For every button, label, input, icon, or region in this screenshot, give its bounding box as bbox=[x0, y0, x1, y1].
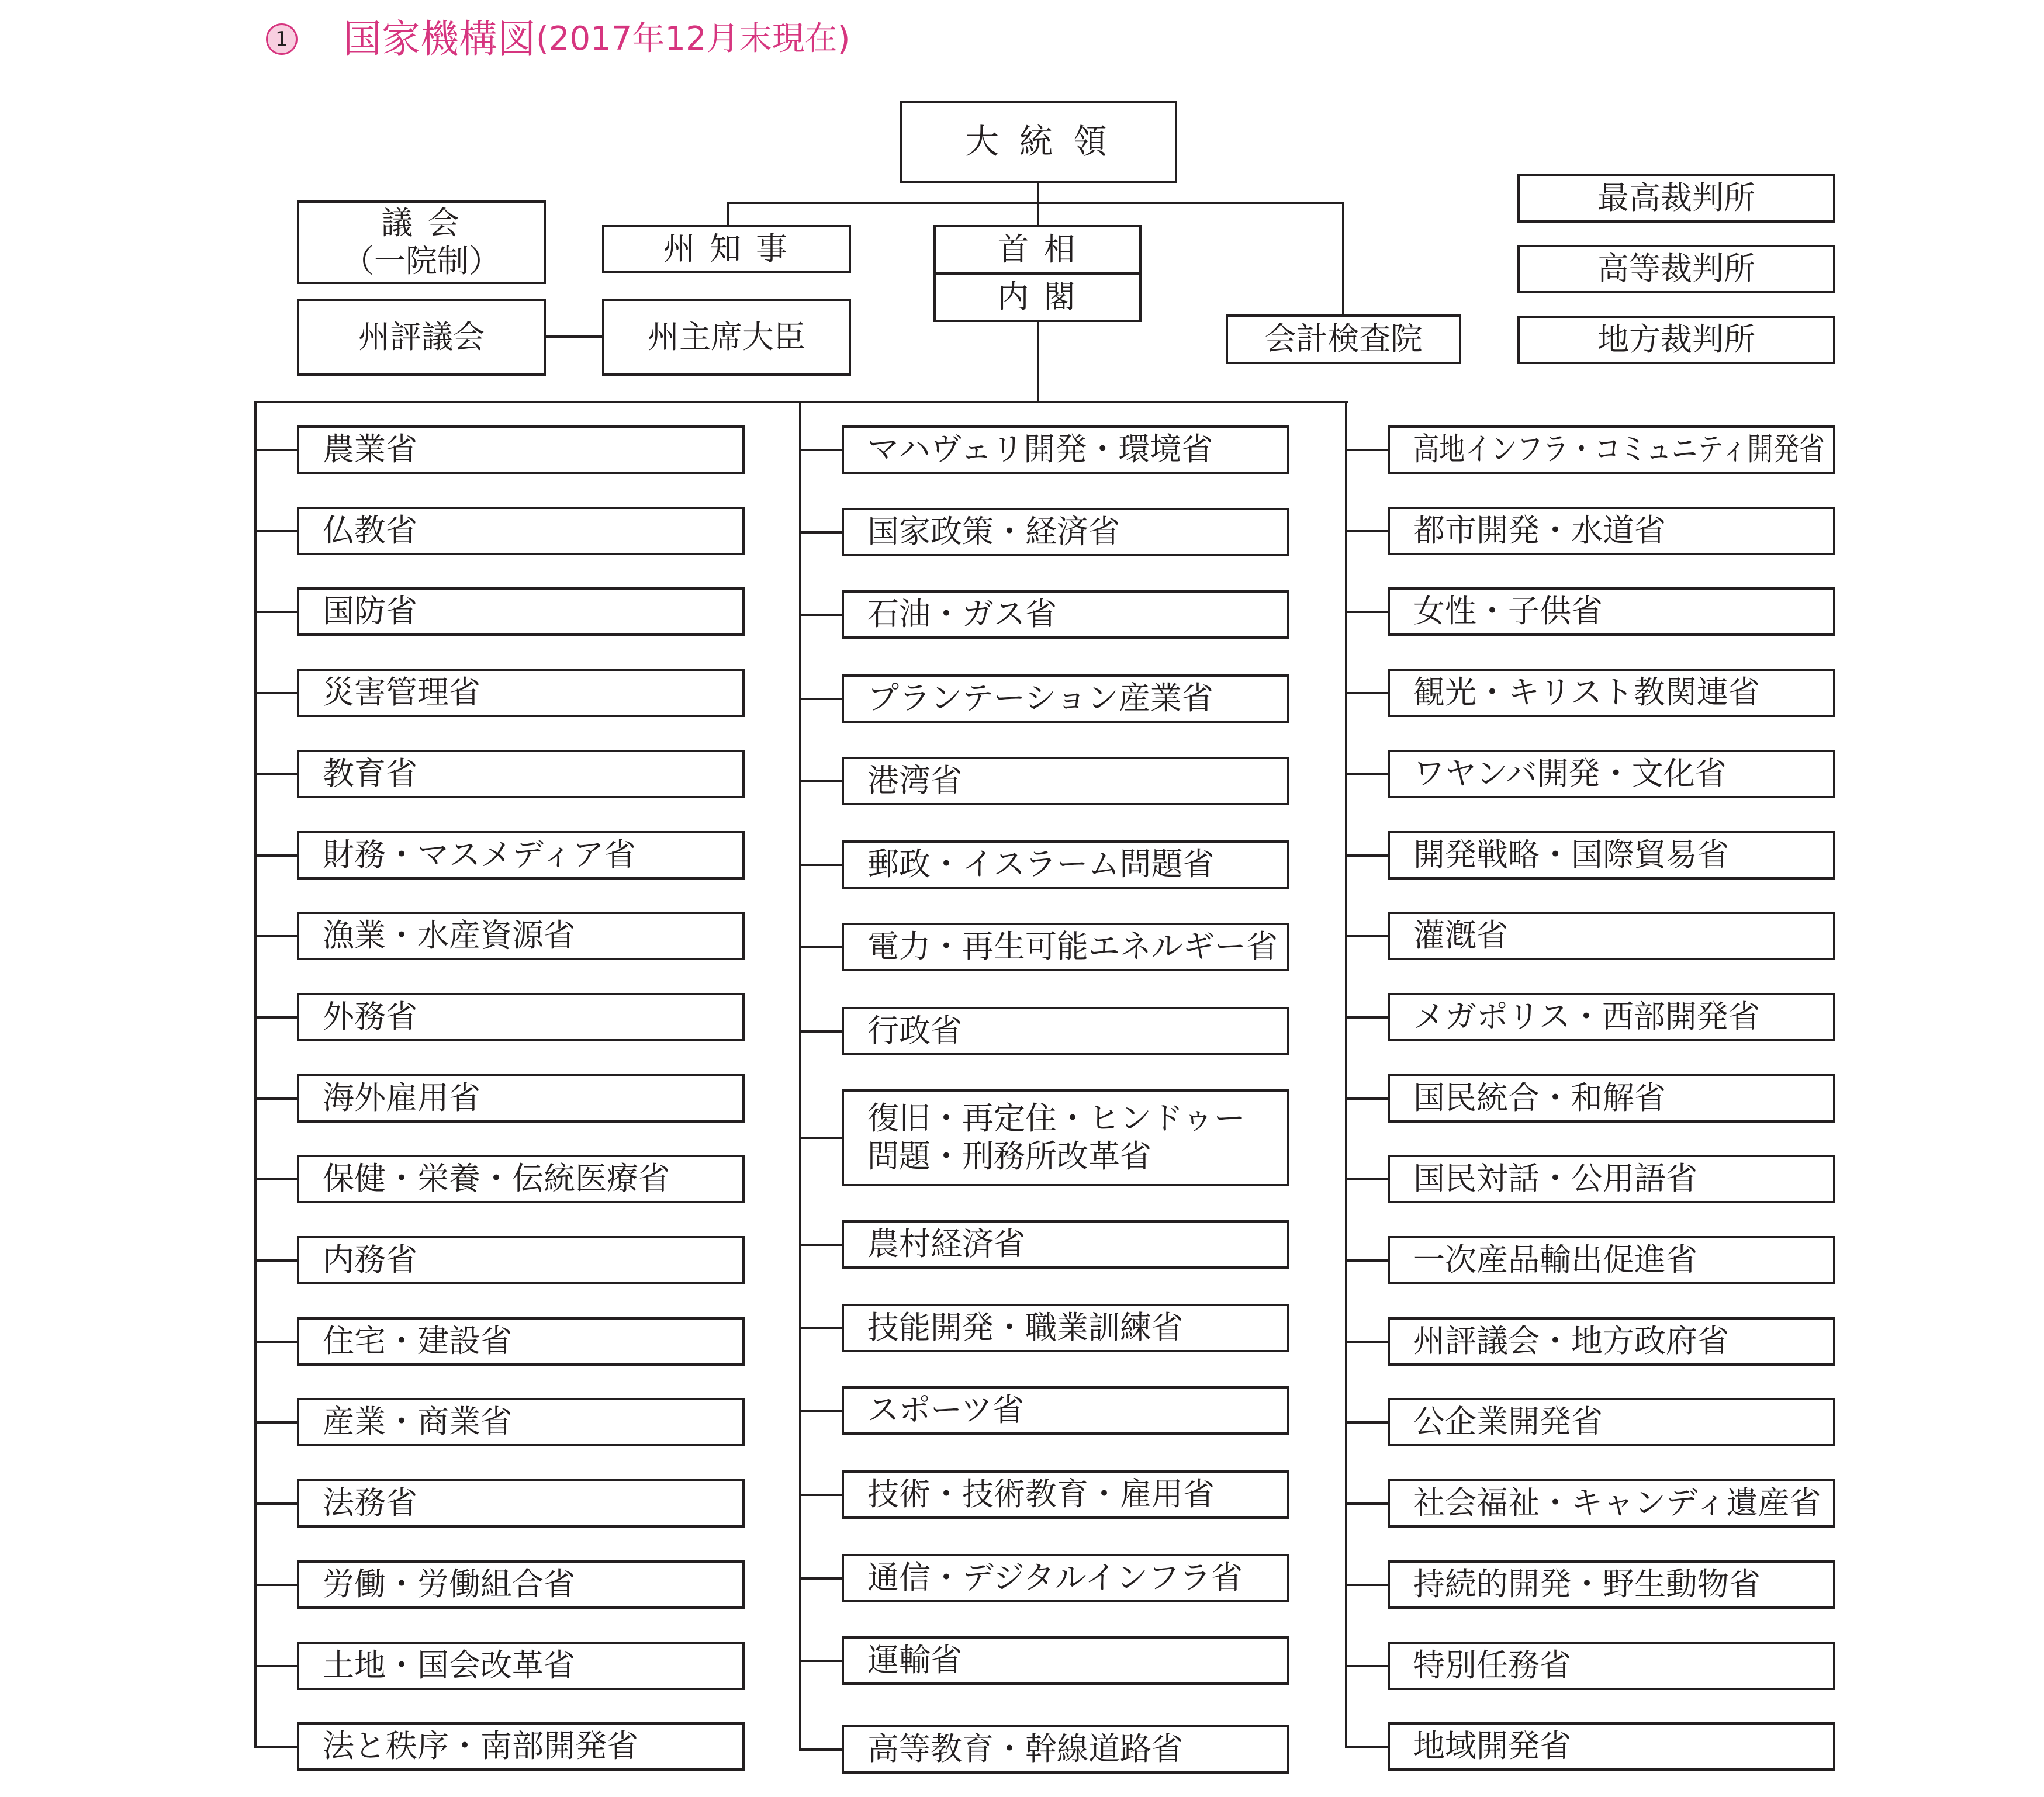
president-box bbox=[900, 101, 1177, 183]
ministry-label: 一次産品輸出促進省 bbox=[1413, 1241, 1697, 1279]
ministry-box bbox=[842, 674, 1289, 723]
connector-tick bbox=[1345, 1097, 1388, 1100]
ministry-label: 州評議会・地方政府省 bbox=[1413, 1322, 1729, 1360]
ministry-label: 港湾省 bbox=[867, 762, 962, 799]
ministry-box bbox=[297, 1155, 745, 1203]
ministry-label: 電力・再生可能エネルギー省 bbox=[867, 928, 1278, 965]
ministry-label: 開発戦略・国際貿易省 bbox=[1413, 836, 1729, 874]
prime-minister-cell bbox=[936, 227, 1139, 272]
ministry-box bbox=[297, 669, 745, 717]
connector-tick bbox=[254, 1746, 297, 1748]
ministry-box bbox=[842, 1554, 1289, 1602]
ministry-box bbox=[1388, 1479, 1835, 1528]
connector-tick bbox=[254, 1178, 297, 1180]
connector-tick bbox=[254, 692, 297, 694]
connector-tick bbox=[254, 935, 297, 937]
connector-tick bbox=[1345, 1665, 1388, 1667]
connector-tick bbox=[254, 773, 297, 775]
president-label: 大 統 領 bbox=[965, 122, 1112, 162]
ministry-box bbox=[297, 831, 745, 880]
ministry-box bbox=[297, 587, 745, 636]
ministry-label: 灌漑省 bbox=[1413, 917, 1508, 954]
prime-minister-label: 首 相 bbox=[997, 231, 1078, 268]
ministry-label: 国防省 bbox=[323, 593, 417, 630]
connector-line bbox=[727, 202, 729, 225]
ministry-label: 法と秩序・南部開発省 bbox=[323, 1727, 638, 1765]
ministry-label: 技術・技術教育・雇用省 bbox=[867, 1476, 1215, 1513]
connector-tick bbox=[1345, 611, 1388, 613]
connector-tick bbox=[799, 531, 842, 534]
connector-tick bbox=[1345, 854, 1388, 857]
diagram-date-note: (2017年12月末現在) bbox=[536, 20, 850, 58]
ministry-box bbox=[842, 1220, 1289, 1269]
cabinet-label: 内 閣 bbox=[997, 278, 1078, 316]
ministry-label: 運輸省 bbox=[867, 1642, 962, 1679]
parliament-label: 議 会 bbox=[381, 204, 462, 241]
ministry-box bbox=[842, 1007, 1289, 1055]
connector-tick bbox=[254, 530, 297, 532]
ministry-label: 農村経済省 bbox=[867, 1225, 1025, 1263]
chief-minister-box bbox=[602, 299, 851, 376]
connector-tick bbox=[799, 1748, 842, 1751]
provincial-council-box bbox=[297, 299, 546, 376]
ministry-label: 住宅・建設省 bbox=[323, 1322, 512, 1360]
ministry-box bbox=[297, 1560, 745, 1609]
auditor-general-label: 会計検査院 bbox=[1264, 320, 1423, 358]
ministry-label: 高等教育・幹線道路省 bbox=[867, 1730, 1183, 1768]
ministry-box bbox=[842, 508, 1289, 556]
ministry-box bbox=[842, 1304, 1289, 1352]
connector-tick bbox=[799, 449, 842, 451]
connector-tick bbox=[799, 1244, 842, 1246]
court-label: 最高裁判所 bbox=[1597, 179, 1755, 217]
ministry-box bbox=[842, 840, 1289, 889]
ministry-label: 郵政・イスラーム問題省 bbox=[867, 846, 1215, 883]
connector-tick bbox=[799, 780, 842, 782]
connector-tick bbox=[1345, 935, 1388, 937]
connector-tick bbox=[799, 1494, 842, 1496]
connector-tick bbox=[254, 449, 297, 451]
connector-tick bbox=[799, 946, 842, 948]
ministry-label: 農業省 bbox=[323, 431, 417, 468]
connector-tick bbox=[254, 1259, 297, 1262]
diagram-header bbox=[266, 18, 850, 61]
ministry-label: 土地・国会改革省 bbox=[323, 1647, 575, 1684]
ministry-label: 国民対話・公用語省 bbox=[1413, 1160, 1697, 1197]
column-bus-line bbox=[799, 401, 801, 1751]
ministry-label: 石油・ガス省 bbox=[867, 595, 1057, 633]
ministry-box bbox=[297, 912, 745, 960]
connector-tick bbox=[254, 611, 297, 613]
ministry-box bbox=[1388, 587, 1835, 636]
ministry-label: 産業・商業省 bbox=[323, 1403, 512, 1441]
ministry-label: 通信・デジタルインフラ省 bbox=[867, 1559, 1243, 1597]
connector-tick bbox=[254, 1016, 297, 1019]
ministry-label: 労働・労働組合省 bbox=[323, 1566, 575, 1603]
connector-tick bbox=[799, 1030, 842, 1033]
connector-tick bbox=[799, 1327, 842, 1329]
ministry-box bbox=[1388, 831, 1835, 880]
ministry-box bbox=[297, 1317, 745, 1366]
diagram-title: 国家機構図 bbox=[343, 16, 536, 61]
ministry-box bbox=[297, 507, 745, 555]
ministry-box bbox=[297, 1236, 745, 1284]
ministry-label: 内務省 bbox=[323, 1241, 417, 1279]
connector-tick bbox=[1345, 1502, 1388, 1505]
ministry-box bbox=[297, 1074, 745, 1123]
connector-tick bbox=[254, 1341, 297, 1343]
ministry-box bbox=[1388, 1236, 1835, 1284]
court-label: 高等裁判所 bbox=[1597, 250, 1755, 288]
connector-tick bbox=[1345, 773, 1388, 775]
ministry-label: 持続的開発・野生動物省 bbox=[1413, 1566, 1761, 1603]
auditor-general-box bbox=[1226, 314, 1461, 364]
ministry-label: マハヴェリ開発・環境省 bbox=[867, 431, 1213, 468]
ministry-box bbox=[1388, 1074, 1835, 1123]
ministry-box bbox=[842, 1636, 1289, 1685]
ministry-label: メガポリス・西部開発省 bbox=[1413, 998, 1760, 1036]
parliament-box bbox=[297, 200, 546, 284]
connector-tick bbox=[799, 1410, 842, 1412]
supreme-court-box bbox=[1517, 174, 1835, 223]
ministry-label: プランテーション産業省 bbox=[867, 680, 1213, 717]
ministry-label: 災害管理省 bbox=[323, 674, 480, 711]
ministry-label: 仏教省 bbox=[323, 512, 417, 549]
ministry-box bbox=[297, 1722, 745, 1771]
ministry-label: 地域開発省 bbox=[1413, 1727, 1571, 1765]
ministry-box bbox=[1388, 912, 1835, 960]
ministry-label: 財務・マスメディア省 bbox=[323, 836, 636, 874]
ministry-label: 教育省 bbox=[323, 755, 417, 792]
connector-tick bbox=[254, 1665, 297, 1667]
ministry-label: 特別任務省 bbox=[1413, 1647, 1571, 1684]
ministry-label: スポーツ省 bbox=[867, 1391, 1024, 1429]
ministry-label: 国家政策・経済省 bbox=[867, 513, 1120, 550]
ministry-box bbox=[842, 425, 1289, 474]
ministry-label: ワヤンバ開発・文化省 bbox=[1413, 755, 1727, 792]
section-number-badge: 1 bbox=[266, 23, 298, 55]
connector-line bbox=[1037, 322, 1039, 403]
ministry-box bbox=[297, 993, 745, 1041]
column-bus-line bbox=[1345, 401, 1347, 1748]
ministry-box bbox=[1388, 750, 1835, 798]
connector-tick bbox=[1345, 1016, 1388, 1019]
court-label: 地方裁判所 bbox=[1597, 321, 1755, 358]
ministry-label: 女性・子供省 bbox=[1413, 593, 1603, 630]
connector-tick bbox=[1345, 1421, 1388, 1424]
connector-tick bbox=[1345, 1746, 1388, 1748]
ministry-box bbox=[1388, 507, 1835, 555]
connector-tick bbox=[799, 1137, 842, 1139]
connector-tick bbox=[254, 1502, 297, 1505]
column-bus-line bbox=[254, 401, 257, 1748]
ministry-box bbox=[1388, 1560, 1835, 1609]
ministry-box bbox=[1388, 1398, 1835, 1446]
governor-box bbox=[602, 225, 851, 273]
connector-tick bbox=[1345, 1259, 1388, 1262]
connector-tick bbox=[799, 614, 842, 616]
connector-line bbox=[1037, 202, 1039, 225]
district-court-box bbox=[1517, 316, 1835, 364]
ministry-box bbox=[842, 923, 1289, 971]
ministry-box bbox=[1388, 993, 1835, 1041]
connector-tick bbox=[254, 854, 297, 857]
connector-tick bbox=[1345, 449, 1388, 451]
ministry-label: 国民統合・和解省 bbox=[1413, 1079, 1666, 1117]
connector-tick bbox=[1345, 1584, 1388, 1586]
ministry-label: 高地インフラ・コミュニティ開発省 bbox=[1413, 431, 1825, 468]
connector-tick bbox=[254, 1584, 297, 1586]
ministry-box bbox=[1388, 1155, 1835, 1203]
ministry-box bbox=[1388, 1317, 1835, 1366]
ministry-label: 漁業・水産資源省 bbox=[323, 917, 575, 954]
ministry-box bbox=[1388, 669, 1835, 717]
ministry-box bbox=[297, 750, 745, 798]
ministry-label: 復旧・再定住・ヒンドゥー 問題・刑務所改革省 bbox=[867, 1100, 1246, 1175]
ministry-box bbox=[842, 590, 1289, 639]
cabinet-cell bbox=[936, 272, 1139, 320]
connector-tick bbox=[799, 698, 842, 700]
ministry-label: 技能開発・職業訓練省 bbox=[867, 1309, 1183, 1346]
high-court-box bbox=[1517, 245, 1835, 293]
connector-tick bbox=[1345, 1341, 1388, 1343]
connector-tick bbox=[254, 1097, 297, 1100]
ministry-label: 法務省 bbox=[323, 1484, 417, 1522]
connector-tick bbox=[799, 1660, 842, 1662]
ministry-label: 都市開発・水道省 bbox=[1413, 512, 1666, 549]
connector-line bbox=[546, 335, 602, 338]
ministry-box bbox=[842, 1089, 1289, 1186]
ministry-box bbox=[842, 1725, 1289, 1774]
parliament-note: （一院制） bbox=[343, 242, 500, 279]
provincial-council-label: 州評議会 bbox=[358, 318, 485, 355]
connector-tick bbox=[1345, 1178, 1388, 1180]
chief-minister-label: 州主席大臣 bbox=[648, 318, 805, 355]
ministry-box bbox=[842, 1386, 1289, 1435]
ministry-box bbox=[297, 1642, 745, 1690]
ministry-box bbox=[842, 1470, 1289, 1519]
ministry-label: 社会福祉・キャンディ遺産省 bbox=[1413, 1484, 1821, 1522]
ministry-box bbox=[1388, 1642, 1835, 1690]
connector-tick bbox=[799, 1577, 842, 1580]
ministry-box bbox=[1388, 1722, 1835, 1771]
ministry-box bbox=[842, 757, 1289, 805]
connector-tick bbox=[254, 1421, 297, 1424]
ministry-label: 外務省 bbox=[323, 998, 417, 1036]
ministry-label: 海外雇用省 bbox=[323, 1079, 480, 1117]
ministry-label: 公企業開発省 bbox=[1413, 1403, 1603, 1441]
connector-line bbox=[1342, 202, 1344, 316]
connector-tick bbox=[1345, 530, 1388, 532]
ministry-label: 観光・キリスト教関連省 bbox=[1413, 674, 1760, 711]
ministry-label: 行政省 bbox=[867, 1012, 962, 1050]
ministry-box bbox=[1388, 425, 1835, 474]
ministry-box bbox=[297, 1398, 745, 1446]
connector-tick bbox=[799, 864, 842, 866]
connector-line bbox=[1037, 183, 1039, 204]
connector-tick bbox=[1345, 692, 1388, 694]
ministry-label: 保健・栄養・伝統医療省 bbox=[323, 1160, 670, 1197]
ministry-box bbox=[297, 425, 745, 474]
ministry-bus-line bbox=[254, 401, 1348, 403]
prime-minister-cabinet-box bbox=[933, 225, 1142, 322]
ministry-box bbox=[297, 1479, 745, 1528]
governor-label: 州 知 事 bbox=[663, 230, 790, 268]
connector-line bbox=[727, 202, 1344, 204]
